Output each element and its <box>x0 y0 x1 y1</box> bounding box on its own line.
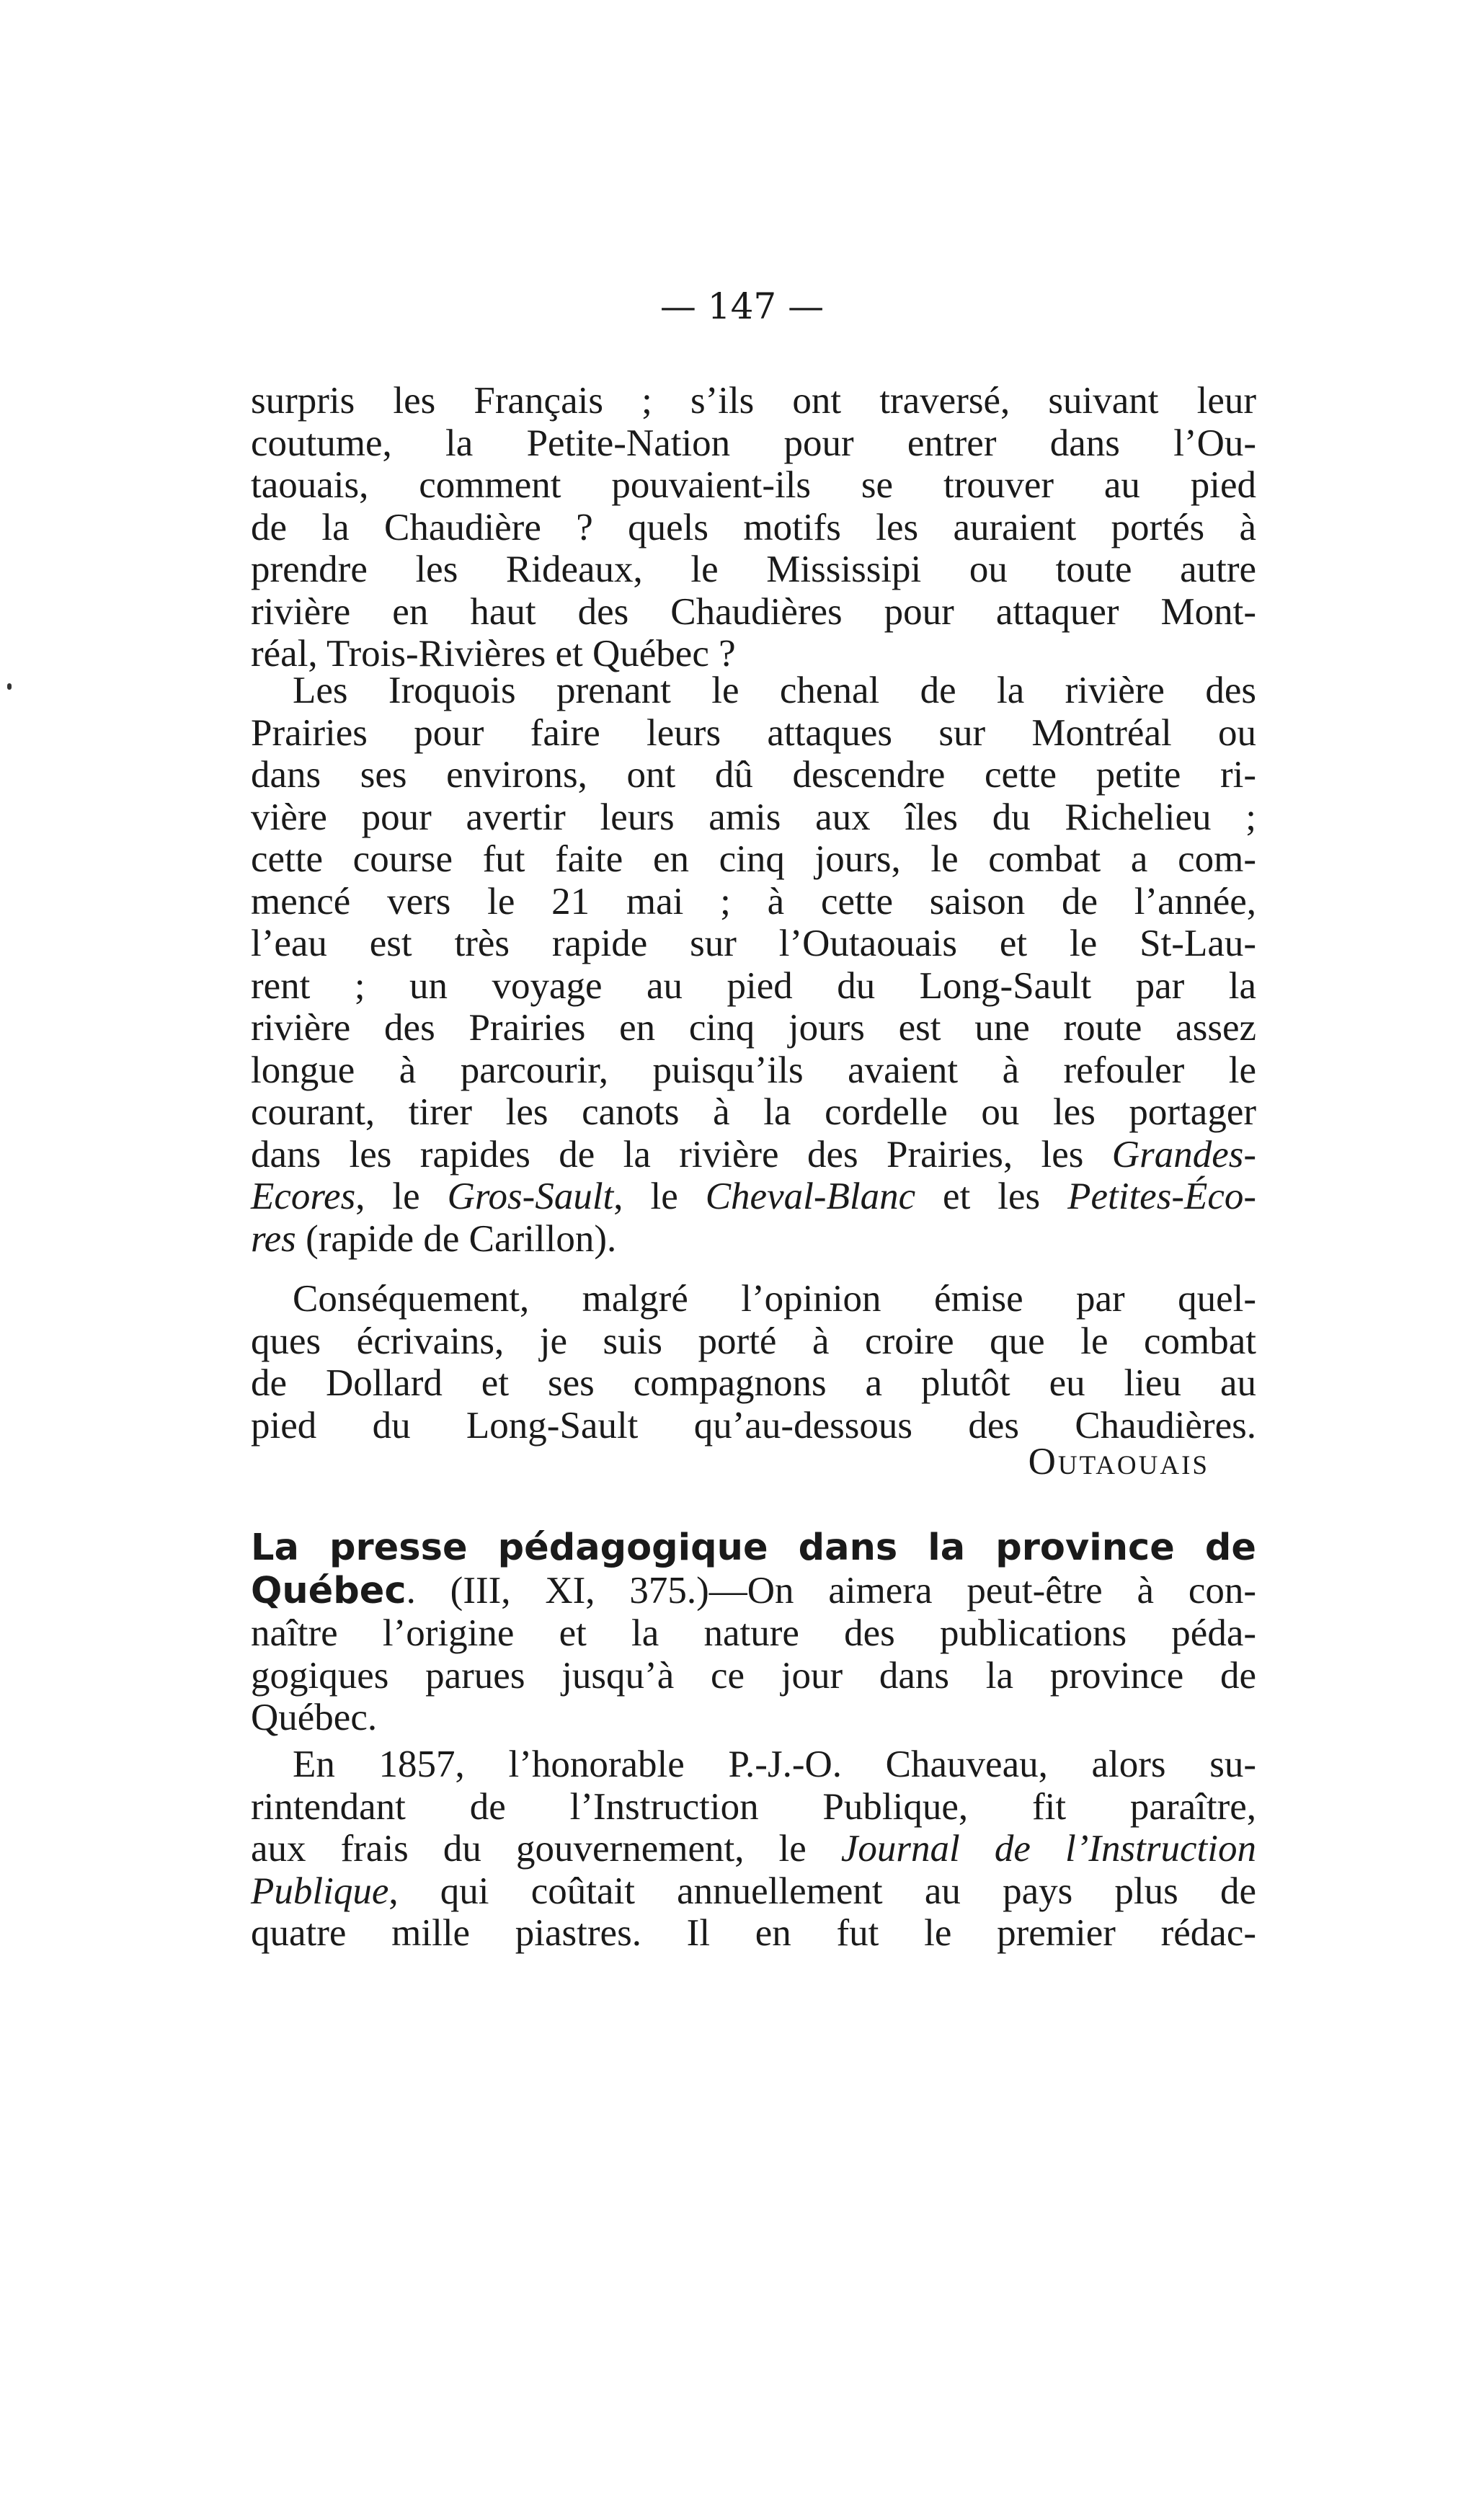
paragraph-conclusion <box>251 1278 1256 1447</box>
text-line: naître l’origine et la nature des publications péda- <box>251 1612 1256 1654</box>
italic-place-name: Cheval-Blanc <box>705 1176 916 1217</box>
text-line: réal, Trois-Rivières et Québec ? <box>251 633 736 675</box>
text-line: dans ses environs, ont dû descendre cette petite ri- <box>251 754 1256 796</box>
section-heading: Québec <box>251 1569 406 1612</box>
text-line <box>251 1176 1256 1218</box>
text-line <box>251 1870 1256 1913</box>
italic-place-name: res <box>251 1217 296 1260</box>
text-line: mencé vers le 21 mai ; à cette saison de l’année, <box>251 880 1256 923</box>
text-line: rent ; un voyage au pied du Long-Sault par la <box>251 964 1256 1007</box>
text-line: Les Iroquois prenant le chenal de la rivière des <box>293 670 1256 711</box>
text-line: de Dollard et ses compagnons a plutôt eu lieu au <box>251 1362 1256 1404</box>
italic-place-name: Grandes- <box>1111 1133 1256 1176</box>
page-number: — 147 — <box>659 285 825 327</box>
text-segment: (rapide de Carillon). <box>296 1217 617 1260</box>
text-line: rivière des Prairies en cinq jours est une route assez <box>251 1007 1256 1049</box>
italic-publication-title: Publique <box>251 1870 389 1912</box>
text-segment: et les <box>915 1176 1068 1217</box>
section-heading: La presse pédagogique dans la province de <box>251 1527 1256 1569</box>
author-signature <box>251 1441 1209 1484</box>
text-line: pied du Long-Sault qu’au-dessous des Chaudières. <box>251 1404 1256 1447</box>
section-presse-pedagogique <box>251 1527 1256 1739</box>
text-line: longue à parcourir, puisqu’ils avaient à refouler le <box>251 1049 1256 1091</box>
text-line <box>251 1828 1256 1870</box>
text-line: cette course fut faite en cinq jours, le combat a com- <box>251 838 1256 880</box>
text-line: Conséquement, malgré l’opinion émise par quel- <box>293 1278 1256 1320</box>
ink-speck <box>7 683 12 690</box>
text-line: de la Chaudière ? quels motifs les auraient portés à <box>251 506 1256 548</box>
text-line: prendre les Rideaux, le Mississipi ou toute autre <box>251 548 1256 590</box>
text-segment: , le <box>355 1176 448 1217</box>
text-line: ques écrivains, je suis porté à croire que le combat <box>251 1320 1256 1362</box>
text-line: taouais, comment pouvaient-ils se trouver au pied <box>251 464 1256 506</box>
text-line <box>251 1527 1256 1570</box>
text-line: Prairies pour faire leurs attaques sur Montréal ou <box>251 711 1256 754</box>
italic-place-name: Petites-Éco- <box>1067 1176 1257 1217</box>
signature-text: Outaouais <box>1028 1441 1209 1483</box>
text-segment: , le <box>613 1176 706 1217</box>
text-line <box>251 1570 1256 1613</box>
text-segment: aux frais du gouvernement, le <box>251 1828 841 1870</box>
text-line: courant, tirer les canots à la cordelle ou les portager <box>251 1091 1256 1133</box>
text-line: surpris les Français ; s’ils ont traversé, suivant leur <box>251 380 1256 422</box>
text-line <box>251 1218 1256 1261</box>
italic-publication-title: Journal de l’Instruction <box>840 1828 1256 1870</box>
text-line: quatre mille piastres. Il en fut le premier rédac- <box>251 1912 1256 1954</box>
text-segment: dans les rapides de la rivière des Prairies, les <box>251 1133 1112 1176</box>
italic-place-name: Ecores <box>251 1176 356 1217</box>
text-line: rivière en haut des Chaudières pour attaquer Mont- <box>251 590 1256 633</box>
text-line: En 1857, l’honorable P.-J.-O. Chauveau, alors su- <box>293 1743 1256 1785</box>
italic-place-name: Gros-Sault <box>447 1176 614 1217</box>
paragraph-chauveau <box>251 1743 1256 1955</box>
text-segment: , qui coûtait annuellement au pays plus de <box>388 1870 1256 1912</box>
text-line: l’eau est très rapide sur l’Outaouais et le St-Lau- <box>251 923 1256 964</box>
text-line: vière pour avertir leurs amis aux îles du Richelieu ; <box>251 796 1256 838</box>
text-line: coutume, la Petite-Nation pour entrer dans l’Ou- <box>251 422 1256 464</box>
text-line: rintendant de l’Instruction Publique, fit paraître, <box>251 1785 1256 1828</box>
text-line <box>251 1134 1256 1176</box>
text-line: gogiques parues jusqu’à ce jour dans la province de <box>251 1654 1256 1697</box>
text-segment: . (III, XI, 375.)—On aimera peut-être à con- <box>406 1569 1256 1612</box>
paragraph-continued <box>251 380 1256 675</box>
text-line: Québec. <box>251 1697 378 1738</box>
paragraph-iroquois <box>251 670 1256 1260</box>
